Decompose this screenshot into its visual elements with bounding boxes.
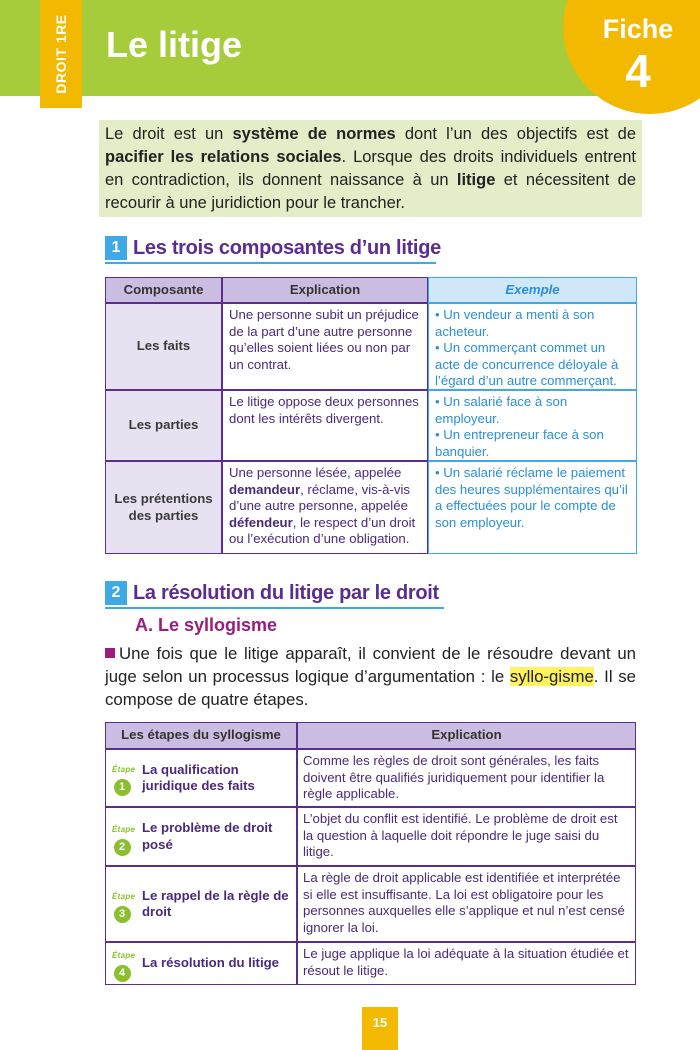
table1-row3-example-1: • Un salarié réclame le paiement des heures supplémentaires qu’il a effectuées pour le compte de son employeur. — [435, 465, 628, 530]
step-1-badge — [112, 762, 136, 796]
intro-text-3: . Lorsque des droits individuels entrent en contradiction, ils donnent naissance à un — [105, 148, 636, 189]
intro-bold-3: litige — [456, 171, 496, 189]
intro-text-2: dont l’un des objectifs est de — [395, 125, 636, 143]
table1-row3-explanation — [222, 461, 428, 554]
step-3-label: Étape — [112, 892, 136, 901]
section-2-title: La résolution du litige par le droit — [133, 581, 439, 604]
row3-expl-defendeur: défendeur — [229, 514, 293, 530]
step-4-badge — [112, 948, 136, 982]
step-4-number: 4 — [114, 965, 131, 982]
syllogism-paragraph — [105, 642, 636, 711]
step-3-title: Le rappel de la règle de droit — [142, 887, 289, 919]
table2-row1-step — [105, 749, 297, 807]
table2-header-explanation: Explication — [297, 722, 636, 749]
table2-row4-explanation: Le juge applique la loi adéquate à la situation étudiée et résout le litige. — [297, 942, 636, 985]
table1-row1-explanation: Une personne subit un préjudice de la part d’une autre personne qu’elles soient liées ou non par un contrat. — [222, 303, 428, 390]
table1-row1-component: Les faits — [105, 303, 222, 390]
table1-row2-example-2: • Un entrepreneur face à son banquier. — [435, 427, 604, 459]
components-table — [105, 277, 637, 554]
table2-row4-step — [105, 942, 297, 985]
section-1-title: Les trois composantes d’un litige — [133, 236, 441, 259]
step-3-number: 3 — [114, 906, 131, 923]
intro-paragraph — [99, 120, 642, 217]
intro-bold-1: système de normes — [232, 125, 396, 143]
step-2-badge — [112, 822, 136, 856]
section-1-number: 1 — [105, 236, 127, 260]
row3-expl-text-2: , réclame, vis-à-vis d’une autre personne, appelée — [229, 481, 411, 513]
table1-row2-example-1: • Un salarié face à son employeur. — [435, 394, 568, 426]
intro-bold-2: pacifier les relations sociales — [105, 148, 342, 166]
para2-text-2: . Il se compose de quatre étapes. — [105, 667, 636, 709]
table1-row2-example — [428, 390, 637, 461]
fiche-label: Fiche — [602, 14, 674, 44]
section-2-number: 2 — [105, 581, 127, 605]
para2-highlight: syllo-gisme — [509, 667, 594, 686]
page-number: 15 — [362, 1007, 398, 1050]
table1-row1-example — [428, 303, 637, 390]
table1-header-example: Exemple — [428, 277, 637, 303]
table1-row1-example-1: • Un vendeur a menti à son acheteur. — [435, 307, 595, 339]
table2-header-steps: Les étapes du syllogisme — [105, 722, 297, 749]
table2-row3-explanation: La règle de droit applicable est identifiée et interprétée si elle est insuffisante. La loi est obligatoire pour les personnes auxquelles elle s’applique et nul n’est censé ignorer la loi. — [297, 866, 636, 942]
table1-row3-component: Les prétentions des parties — [105, 461, 222, 554]
table1-row1-example-2: • Un commerçant commet un acte de concurrence déloyale à l’égard d’un autre commerçant. — [435, 340, 619, 388]
step-3-badge — [112, 889, 136, 923]
step-1-title: La qualification juridique des faits — [142, 761, 255, 793]
row3-expl-text-3: , le respect d’un droit ou l’exécution d’une obligation. — [229, 514, 416, 546]
section-2-heading — [105, 581, 439, 605]
step-2-label: Étape — [112, 825, 136, 834]
table1-row2-component: Les parties — [105, 390, 222, 461]
section-tag-label: DROIT 1RE — [53, 14, 69, 94]
section-tag — [40, 0, 82, 108]
table1-header-component: Composante — [105, 277, 222, 303]
para2-text-1: Une fois que le litige apparaît, il convient de le résoudre devant un juge selon un processus logique d’argumentation : le — [105, 644, 636, 686]
table2-row2-explanation: L’objet du conflit est identifié. Le problème de droit est la question à laquelle doit répondre le juge saisi du litige. — [297, 807, 636, 866]
fiche-number: 4 — [625, 45, 651, 97]
table1-row3-example — [428, 461, 637, 554]
step-2-number: 2 — [114, 839, 131, 856]
table1-row2-explanation: Le litige oppose deux personnes dont les intérêts divergent. — [222, 390, 428, 461]
fiche-badge — [563, 0, 700, 114]
table2-row3-step — [105, 866, 297, 942]
intro-text-4: et nécessitent de recourir à une juridiction pour le trancher. — [105, 171, 636, 212]
intro-text-1: Le droit est un — [105, 125, 233, 143]
step-1-label: Étape — [112, 765, 136, 774]
table2-row2-step — [105, 807, 297, 866]
section-1-heading — [105, 236, 441, 260]
table1-header-explanation: Explication — [222, 277, 428, 303]
square-bullet-icon — [105, 648, 115, 658]
table2-row1-explanation: Comme les règles de droit sont générales, les faits doivent être qualifiés juridiquement pour identifier la règle applicable. — [297, 749, 636, 807]
subsection-title: A. Le syllogisme — [135, 615, 278, 635]
page-title: Le litige — [106, 24, 243, 65]
step-1-number: 1 — [114, 779, 131, 796]
step-4-title: La résolution du litige — [142, 955, 280, 971]
syllogism-table — [105, 722, 636, 985]
step-4-label: Étape — [112, 951, 136, 960]
row3-expl-demandeur: demandeur — [229, 481, 301, 497]
step-2-title: Le problème de droit posé — [142, 820, 273, 852]
row3-expl-text-1: Une personne lésée, appelée — [229, 465, 402, 480]
